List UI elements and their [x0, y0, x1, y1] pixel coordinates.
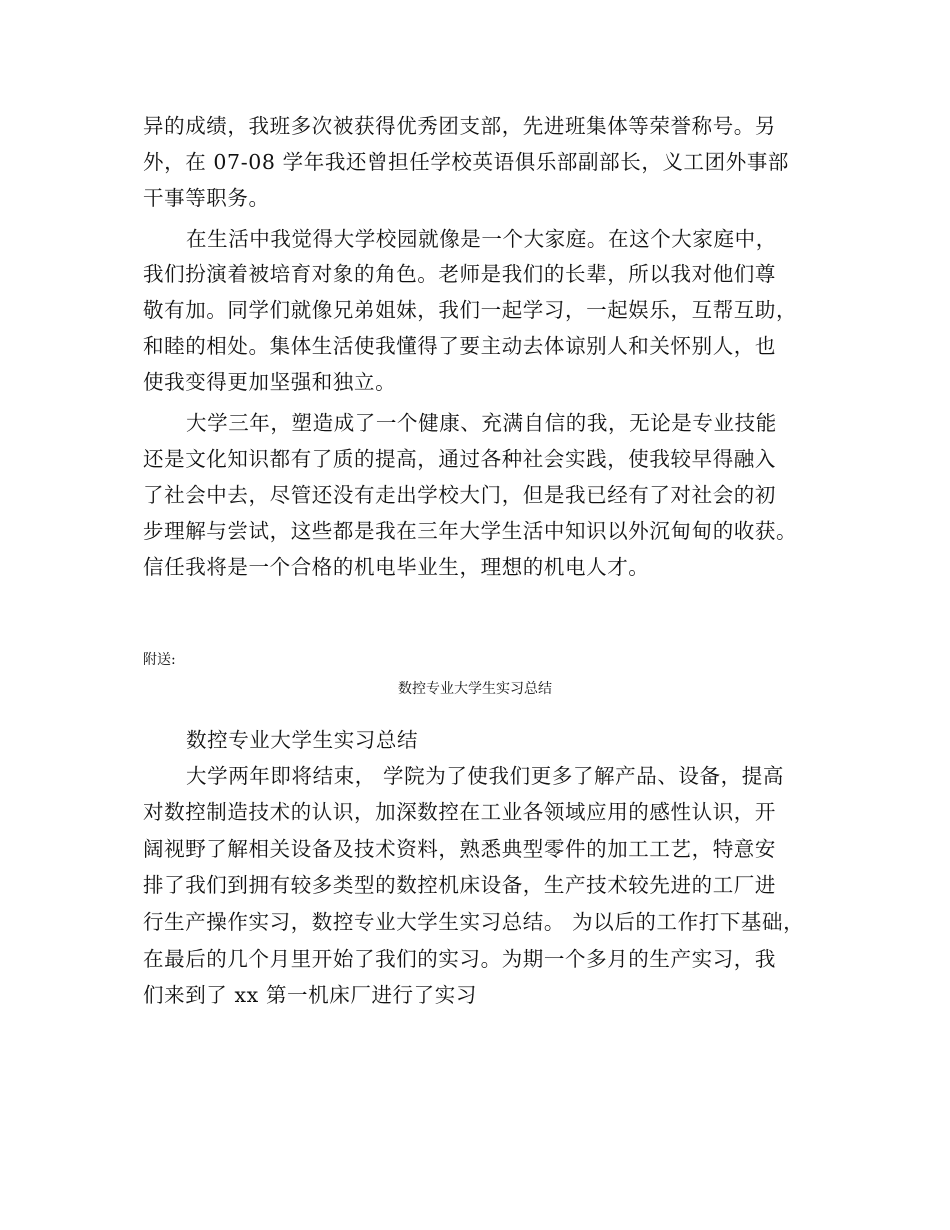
appendix-label: 附送:: [143, 652, 176, 668]
text-line: 我们扮演着被培育对象的角色。老师是我们的长辈，所以我对他们尊: [143, 262, 776, 286]
text-line: 排了我们到拥有较多类型的数控机床设备，生产技术较先进的工厂进: [143, 873, 776, 897]
text-line: 干事等职务。: [143, 186, 270, 210]
text-line: 阔视野了解相关设备及技术资料，熟悉典型零件的加工工艺，特意安: [143, 837, 776, 861]
text-line: 使我变得更加坚强和独立。: [143, 370, 397, 394]
text-line: 和睦的相处。集体生活使我懂得了要主动去体谅别人和关怀别人，也: [143, 334, 776, 358]
text-line: 大学两年即将结束， 学院为了使我们更多了解产品、设备，提高: [186, 764, 784, 788]
text-line: 在生活中我觉得大学校园就像是一个大家庭。在这个大家庭中，: [186, 227, 777, 251]
text-line: 外，在 07-08 学年我还曾担任学校英语俱乐部副部长，义工团外事部: [143, 150, 790, 174]
text-line: 异的成绩，我班多次被获得优秀团支部，先进班集体等荣誉称号。另: [143, 114, 776, 138]
text-line: 在最后的几个月里开始了我们的实习。为期一个多月的生产实习，我: [143, 947, 776, 971]
text-line: 们来到了 xx 第一机床厂进行了实习: [143, 983, 477, 1007]
text-line: 对数控制造技术的认识，加深数控在工业各领域应用的感性认识，开: [143, 800, 776, 824]
text-line: 大学三年，塑造成了一个健康、充满自信的我，无论是专业技能: [186, 411, 777, 435]
text-line: 步理解与尝试，这些都是我在三年大学生活中知识以外沉甸甸的收获。: [143, 519, 798, 543]
text-line: 行生产操作实习，数控专业大学生实习总结。 为以后的工作打下基础，: [143, 910, 805, 934]
text-line: 信任我将是一个合格的机电毕业生，理想的机电人才。: [143, 555, 650, 579]
section-heading: 数控专业大学生实习总结: [186, 728, 419, 752]
appendix-title: 数控专业大学生实习总结: [398, 681, 552, 697]
text-line: 还是文化知识都有了质的提高，通过各种社会实践，使我较早得融入: [143, 447, 776, 471]
text-line: 了社会中去，尽管还没有走出学校大门，但是我已经有了对社会的初: [143, 483, 776, 507]
text-line: 敬有加。同学们就像兄弟姐妹，我们一起学习，一起娱乐，互帮互助，: [143, 298, 798, 322]
